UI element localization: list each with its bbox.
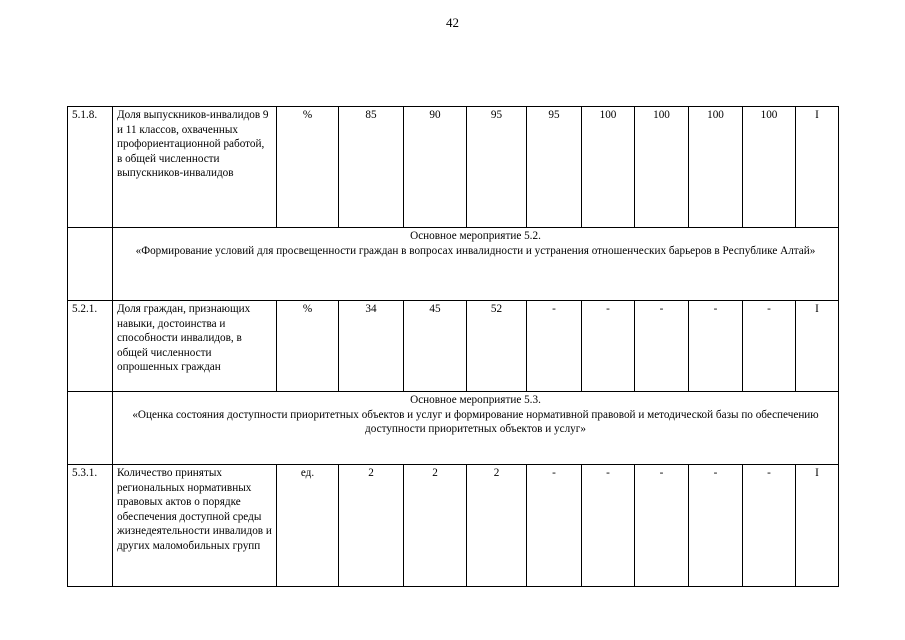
value-cell: 2 [404, 465, 467, 587]
type-cell: I [796, 465, 839, 587]
row-number: 5.1.8. [68, 107, 113, 228]
value-cell: - [527, 301, 582, 392]
type-cell: I [796, 301, 839, 392]
value-cell: - [582, 301, 635, 392]
section-text: «Оценка состояния доступности приоритетных объектов и услуг и формирование нормативной правовой и методической базы по обеспечению доступности приоритетных объектов и услуг» [132, 408, 819, 435]
value-cell: - [689, 465, 743, 587]
page-number: 42 [446, 15, 459, 30]
value-cell: - [743, 301, 796, 392]
table-row [68, 465, 839, 587]
value-cell: - [635, 301, 689, 392]
table-row [68, 107, 839, 228]
value-cell: 85 [339, 107, 404, 228]
type-cell: I [796, 107, 839, 228]
value-cell: 95 [467, 107, 527, 228]
indicator-name: Доля выпускников-инвалидов 9 и 11 классов, охваченных профориентационной работой, в общей численности выпускников-инвалидов [113, 107, 277, 228]
value-cell: - [635, 465, 689, 587]
section-title: Основное мероприятие 5.2. [410, 230, 541, 242]
value-cell: - [527, 465, 582, 587]
indicators-table [67, 106, 839, 587]
empty-cell [68, 228, 113, 301]
value-cell: - [582, 465, 635, 587]
empty-cell [68, 392, 113, 465]
unit-cell: % [277, 107, 339, 228]
value-cell: 52 [467, 301, 527, 392]
value-cell: 34 [339, 301, 404, 392]
row-number: 5.2.1. [68, 301, 113, 392]
unit-cell: ед. [277, 465, 339, 587]
value-cell: 2 [467, 465, 527, 587]
section-row [68, 392, 839, 465]
unit-cell: % [277, 301, 339, 392]
section-header [113, 228, 839, 301]
table-row [68, 301, 839, 392]
value-cell: 90 [404, 107, 467, 228]
value-cell: 100 [743, 107, 796, 228]
value-cell: 100 [635, 107, 689, 228]
value-cell: 45 [404, 301, 467, 392]
value-cell: 2 [339, 465, 404, 587]
section-header [113, 392, 839, 465]
section-row [68, 228, 839, 301]
value-cell: 95 [527, 107, 582, 228]
section-title: Основное мероприятие 5.3. [410, 394, 541, 406]
value-cell: - [689, 301, 743, 392]
section-text: «Формирование условий для просвещенности граждан в вопросах инвалидности и устранения отношенческих барьеров в Республике Алтай» [135, 244, 816, 257]
indicator-name: Количество принятых региональных нормативных правовых актов о порядке обеспечения доступной среды жизнедеятельности инвалидов и других маломобильных групп [113, 465, 277, 587]
indicator-name: Доля граждан, признающих навыки, достоинства и способности инвалидов, в общей численности опрошенных граждан [113, 301, 277, 392]
row-number: 5.3.1. [68, 465, 113, 587]
value-cell: 100 [582, 107, 635, 228]
value-cell: 100 [689, 107, 743, 228]
value-cell: - [743, 465, 796, 587]
